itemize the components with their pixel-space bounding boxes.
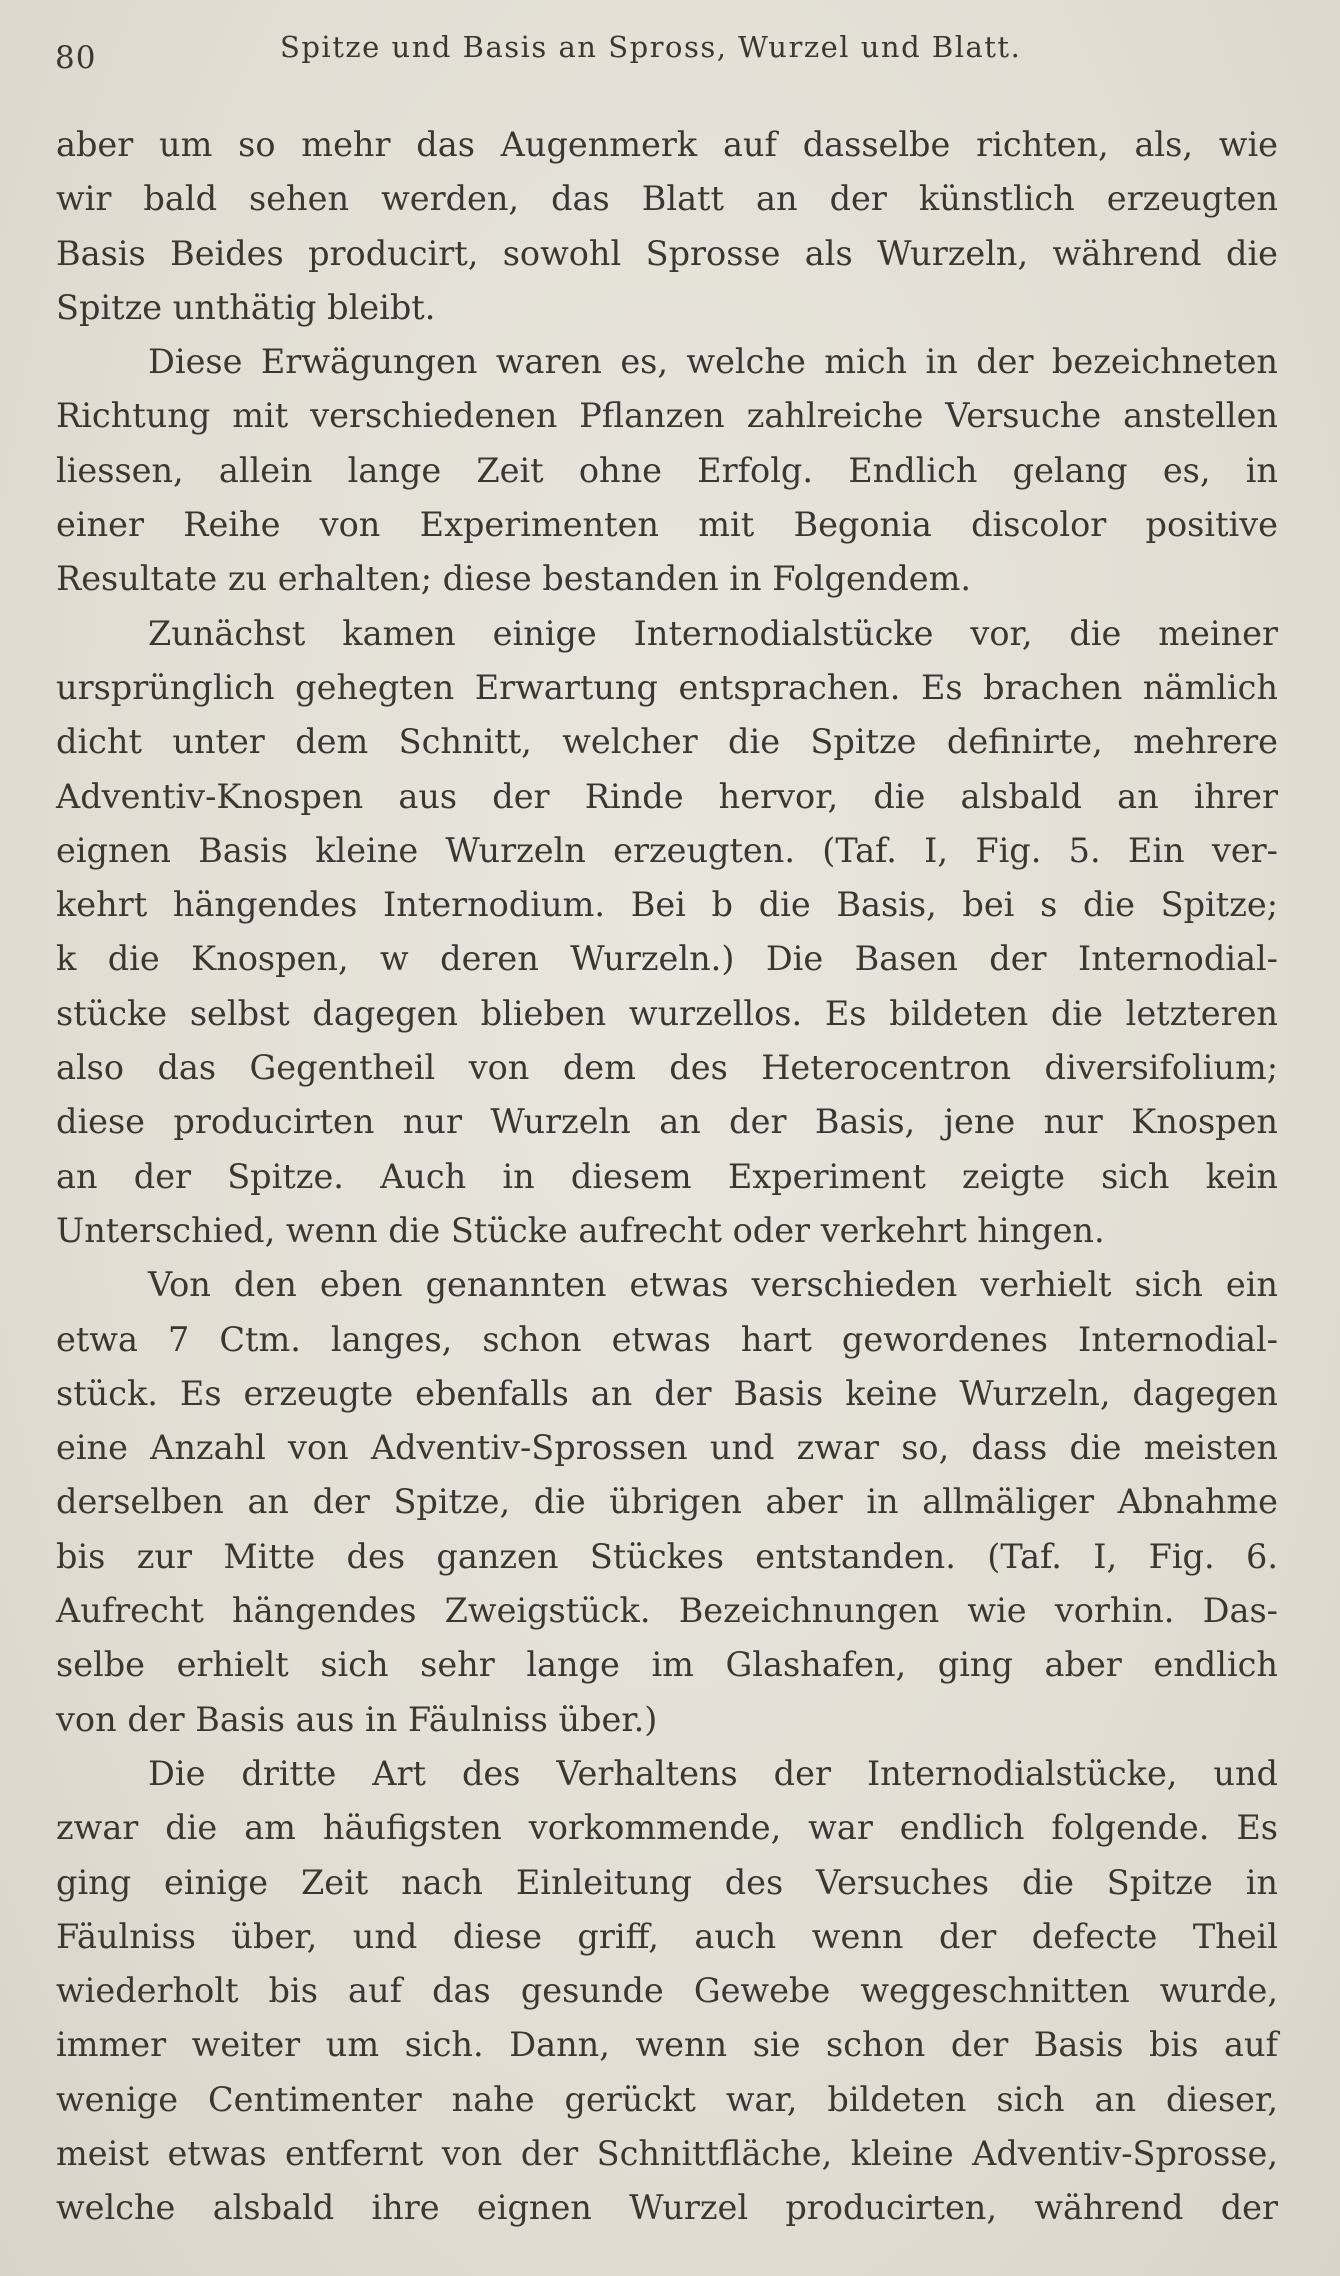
text-line-content: Richtung mit verschiedenen Pflanzen zahlreiche Versuche anstellen	[56, 396, 1278, 436]
text-line-content: Basis Beides producirt, sowohl Sprosse als Wurzeln, während die	[56, 233, 1278, 273]
text-line-content: stücke selbst dagegen blieben wurzellos. Es bildeten die letzteren	[56, 993, 1278, 1033]
text-line	[56, 2127, 1278, 2181]
text-line-content: Zunächst kamen einige Internodialstücke vor, die meiner	[148, 613, 1278, 653]
text-line-content: dicht unter dem Schnitt, welcher die Spitze definirte, mehrere	[56, 722, 1278, 762]
text-line	[56, 1475, 1278, 1529]
text-line-content: etwa 7 Ctm. langes, schon etwas hart gewordenes Internodial-	[56, 1319, 1278, 1359]
text-line	[56, 661, 1278, 715]
text-line	[56, 118, 1278, 172]
text-line-content: Unterschied, wenn die Stücke aufrecht oder verkehrt hingen.	[56, 1210, 1105, 1250]
text-line-content: ging einige Zeit nach Einleitung des Versuches die Spitze in	[56, 1862, 1278, 1902]
text-line-content: Fäulniss über, und diese griff, auch wenn der defecte Theil	[56, 1916, 1278, 1956]
text-line	[56, 389, 1278, 443]
text-line	[56, 1693, 1278, 1747]
text-line	[56, 2181, 1278, 2235]
text-line	[56, 2018, 1278, 2072]
text-line-content: Die dritte Art des Verhaltens der Internodialstücke, und	[148, 1753, 1278, 1793]
text-line-content: wiederholt bis auf das gesunde Gewebe weggeschnitten wurde,	[56, 1971, 1278, 2011]
text-line	[56, 878, 1278, 932]
text-line-content: also das Gegentheil von dem des Heterocentron diversifolium;	[56, 1048, 1278, 1088]
text-line-content: zwar die am häufigsten vorkommende, war endlich folgende. Es	[56, 1808, 1278, 1848]
text-line-content: welche alsbald ihre eignen Wurzel producirten, während der	[56, 2188, 1278, 2228]
paragraph-first-line	[56, 1747, 1278, 1801]
text-line-content: Spitze unthätig bleibt.	[56, 287, 436, 327]
text-line	[56, 1421, 1278, 1475]
text-line-content: diese producirten nur Wurzeln an der Basis, jene nur Knospen	[56, 1102, 1278, 1142]
text-line	[56, 1638, 1278, 1692]
text-line-content: von der Basis aus in Fäulniss über.)	[56, 1699, 658, 1739]
text-line-content: Aufrecht hängendes Zweigstück. Bezeichnungen wie vorhin. Das-	[56, 1591, 1278, 1631]
text-line-content: bis zur Mitte des ganzen Stückes entstanden. (Taf. I, Fig. 6.	[56, 1536, 1278, 1576]
text-line	[56, 172, 1278, 226]
text-line	[56, 227, 1278, 281]
text-line-content: einer Reihe von Experimenten mit Begonia discolor positive	[56, 505, 1278, 545]
text-line-content: selbe erhielt sich sehr lange im Glashafen, ging aber endlich	[56, 1645, 1278, 1685]
text-line	[56, 1041, 1278, 1095]
running-head: Spitze und Basis an Spross, Wurzel und Blatt.	[280, 30, 1022, 64]
text-line	[56, 498, 1278, 552]
text-line	[56, 1856, 1278, 1910]
text-line-content: Resultate zu erhalten; diese bestanden in Folgendem.	[56, 559, 972, 599]
text-line	[56, 770, 1278, 824]
text-line	[56, 824, 1278, 878]
text-line-content: kehrt hängendes Internodium. Bei b die Basis, bei s die Spitze;	[56, 885, 1278, 925]
text-line	[56, 2073, 1278, 2127]
text-line-content: eignen Basis kleine Wurzeln erzeugten. (Taf. I, Fig. 5. Ein ver-	[56, 830, 1278, 870]
page-number: 80	[55, 40, 97, 76]
text-line	[56, 552, 1278, 606]
text-line-content: stück. Es erzeugte ebenfalls an der Basis keine Wurzeln, dagegen	[56, 1373, 1278, 1413]
text-line-content: Diese Erwägungen waren es, welche mich in der bezeichneten	[148, 342, 1278, 382]
text-line-content: ursprünglich gehegten Erwartung entsprachen. Es brachen nämlich	[56, 667, 1278, 707]
text-line-content: an der Spitze. Auch in diesem Experiment zeigte sich kein	[56, 1156, 1278, 1196]
text-line	[56, 932, 1278, 986]
text-line-content: wir bald sehen werden, das Blatt an der künstlich erzeugten	[56, 179, 1278, 219]
text-line	[56, 1095, 1278, 1149]
paragraph-first-line	[56, 1258, 1278, 1312]
text-line-content: aber um so mehr das Augenmerk auf dasselbe richten, als, wie	[56, 125, 1278, 164]
text-line-content: immer weiter um sich. Dann, wenn sie schon der Basis bis auf	[56, 2025, 1278, 2065]
text-line	[56, 444, 1278, 498]
text-line-content: derselben an der Spitze, die übrigen aber in allmäliger Abnahme	[56, 1482, 1278, 1522]
page-header	[55, 30, 1285, 90]
text-line	[56, 1150, 1278, 1204]
text-line	[56, 1584, 1278, 1638]
text-line-content: wenige Centimenter nahe gerückt war, bildeten sich an dieser,	[56, 2079, 1278, 2119]
text-line	[56, 1801, 1278, 1855]
paragraph-first-line	[56, 607, 1278, 661]
text-line-content: eine Anzahl von Adventiv-Sprossen und zwar so, dass die meisten	[56, 1428, 1278, 1468]
text-line	[56, 1367, 1278, 1421]
text-line	[56, 1204, 1278, 1258]
text-line	[56, 1313, 1278, 1367]
text-line	[56, 1910, 1278, 1964]
text-line	[56, 987, 1278, 1041]
text-line	[56, 1530, 1278, 1584]
text-line	[56, 281, 1278, 335]
text-line-content: k die Knospen, w deren Wurzeln.) Die Basen der Internodial-	[56, 939, 1278, 979]
text-line	[56, 715, 1278, 769]
body-text	[56, 118, 1278, 2236]
text-line-content: liessen, allein lange Zeit ohne Erfolg. Endlich gelang es, in	[56, 450, 1278, 490]
text-line-content: Von den eben genannten etwas verschieden verhielt sich ein	[148, 1265, 1278, 1305]
text-line-content: meist etwas entfernt von der Schnittfläche, kleine Adventiv-Sprosse,	[56, 2133, 1278, 2173]
text-line-content: Adventiv-Knospen aus der Rinde hervor, die alsbald an ihrer	[56, 776, 1278, 816]
paragraph-first-line	[56, 335, 1278, 389]
text-line	[56, 1964, 1278, 2018]
